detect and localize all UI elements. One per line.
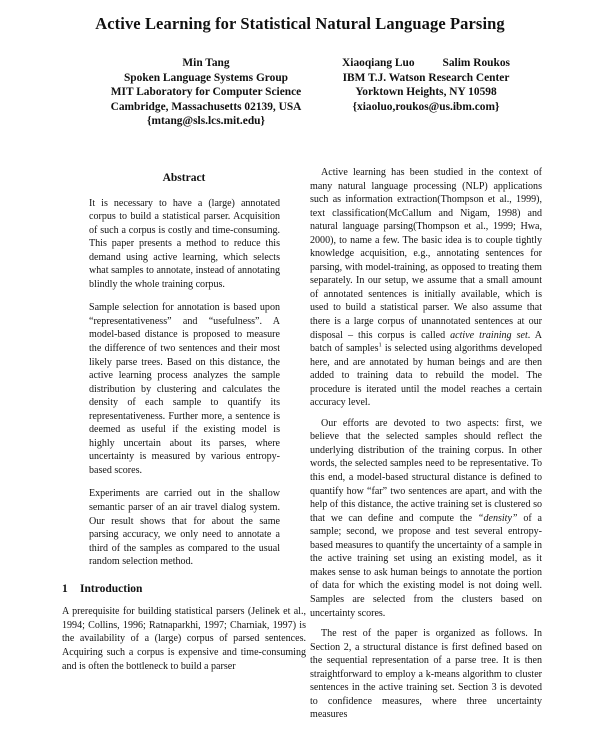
author-email: {mtang@sls.lcs.mit.edu} <box>147 115 265 128</box>
section-number: 1 <box>62 582 68 595</box>
left-column <box>62 166 306 673</box>
section-heading-introduction <box>62 583 306 597</box>
section-title: Introduction <box>80 582 143 595</box>
body-paragraph: The rest of the paper is organized as follows. In Section 2, a structural distance is first defined based on the sequential representation of a parse tree. It is then straightforward to employ a k-means algorithm to cluster sentences in the active training set. Section 3 is devoted to confidence measures, where three uncertainty measures <box>310 628 542 721</box>
author-block-right <box>316 56 536 114</box>
text-span: is selected using algorithms developed here, and are annotated by human beings and are then added to training data to rebuild the model. The procedure is iterated until the model reaches a certain accuracy level. <box>310 343 542 409</box>
author-name: Salim Roukos <box>442 57 510 69</box>
abstract-heading: Abstract <box>162 172 206 184</box>
author-affiliation: Spoken Language Systems Group <box>123 71 289 84</box>
text-span: Our efforts are devoted to two aspects: first, we believe that the selected samples should reflect the underlying distribution of the training corpus. In other words, the selected samples need to be representative. To this end, a model-based structural distance is defined to quantify how “far” two sentences are apart, and with the help of this distance, the active training set is clustered so that we can define and compute the <box>310 417 542 524</box>
abstract-paragraph: Sample selection for annotation is based upon “representativeness” and “usefulness”. A model-based distance is proposed to measure the difference of two sentences and their most likely parse trees. Based on this distance, the active learning process analyzes the sample distribution by clustering and calculates the density of each sample to quantify its representativeness. Further more, a sentence is deemed as useful if the existing model is highly uncertain about its parses, where uncertainty is measured by various entropy-based scores. <box>89 302 280 476</box>
author-block-left <box>92 56 320 129</box>
author-address: Yorktown Heights, NY 10598 <box>355 86 497 99</box>
body-paragraph <box>310 166 542 410</box>
author-name: Min Tang <box>182 57 230 69</box>
abstract-paragraph: Experiments are carried out in the shallow semantic parser of an air travel dialog system. Our result shows that for about the same parsing accuracy, we only need to annotate a third of the samples as compared to the usual random selection method. <box>89 488 280 568</box>
abstract-paragraph: It is necessary to have a (large) annotated corpus to build a statistical parser. Acquisition of such a corpus is costly and time-consuming. This paper presents a method to reduce this demand using active learning, which selects what samples to annotate, instead of annotating blindly the whole training corpus. <box>89 197 280 290</box>
right-column <box>310 166 542 729</box>
introduction-paragraph: A prerequisite for building statistical parsers (Jelinek et al., 1994; Collins, 1996; Ratnaparkhi, 1997; Charniak, 1997) is the availability of a (large) corpus of parsed sentences. Acquiring such a corpus is expensive and time-consuming and is often the bottleneck to build a parser <box>62 606 306 672</box>
author-affiliation: IBM T.J. Watson Research Center <box>342 71 510 84</box>
author-names <box>316 56 536 71</box>
emphasis-text: “density” <box>477 512 518 524</box>
emphasis-text: active training set <box>450 329 528 341</box>
author-email: {xiaoluo,roukos@us.ibm.com} <box>352 100 500 113</box>
author-affiliation: MIT Laboratory for Computer Science <box>110 86 302 99</box>
paper-title: Active Learning for Statistical Natural Language Parsing <box>95 14 505 33</box>
author-address: Cambridge, Massachusetts 02139, USA <box>110 100 302 113</box>
text-span: Active learning has been studied in the context of many natural language processing (NLP) applications such as information extraction(Thompson et al., 1999), text classification(McCallum and Nigam, 1998) and natural language parsing(Thompson et al., 1999; Hwa, 2000), to name a few. The basic idea is to couple tightly knowledge acquisition, e.g., annotating sentences for parsing, with model-training, as opposed to treating them separately. In our setup, we assume that a small amount of annotated sentences is initially available, which is used to build a statistical parser. We also assume that there is a large corpus of unannotated sentences at our disposal – this corpus is called <box>310 167 542 341</box>
author-name: Xiaoqiang Luo <box>342 57 415 69</box>
body-paragraph <box>310 417 542 620</box>
footnote-marker: 1 <box>378 341 382 349</box>
abstract-body <box>62 197 306 569</box>
text-span: of a sample; second, we propose and test several entropy-based measures to quantify the uncertainty of a sample in the active training set using an existing model, as it makes sense to ask human beings to annotate the portion of data for which the existing model is not doing well. Samples are selected from the clusters based on uncertainty scores. <box>310 512 542 619</box>
text-span: . A batch of samples <box>310 329 542 355</box>
